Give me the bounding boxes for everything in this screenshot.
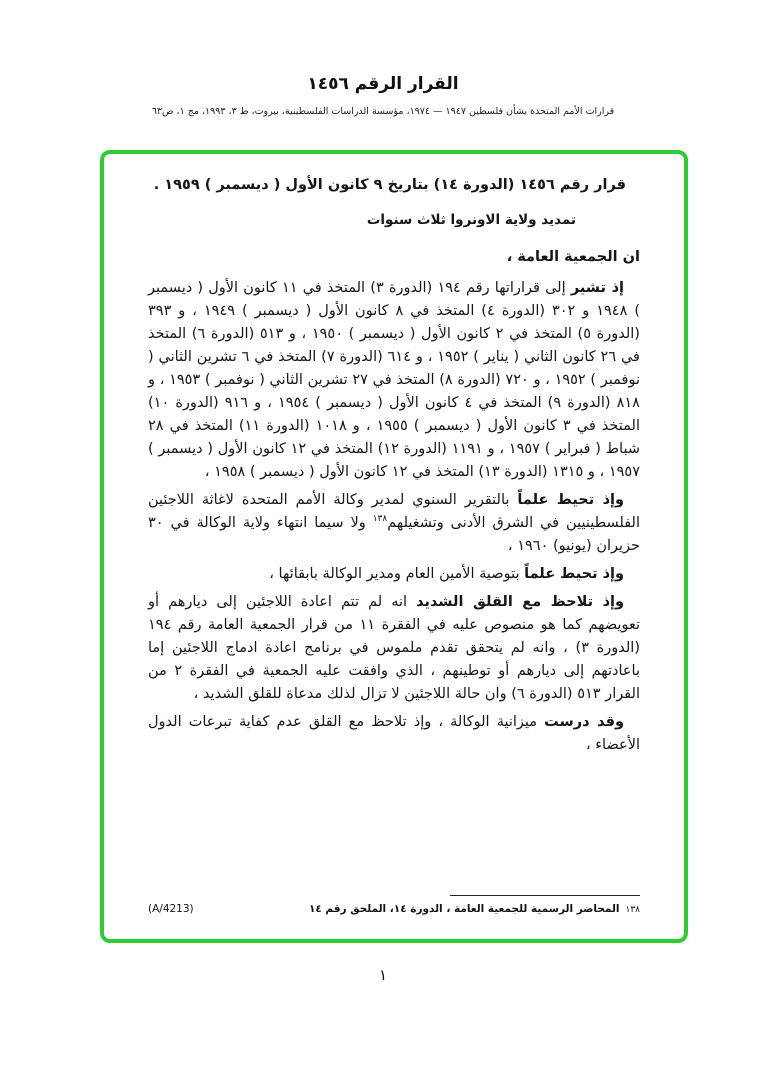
paragraph-text: انه لم تتم اعادة اللاجئين إلى ديارهم أو تعويضهم كما هو منصوص عليه في الفقرة ١١ من قرار الجمعية العامة رقم ١٩٤ (الدورة ٣) ، وانه لم يتحقق تقدم ملموس في برنامج اعادة ادماج اللاجئين إما باعادتهم إلى ديارهم أو توطينهم ، الذي وافقت عليه الجمعية في الفقرة ٢ من القرار ٥١٣ (الدورة ٦) وان حالة اللاجئين لا تزال لذلك مدعاة للقلق الشديد ، [148,594,641,702]
resolution-subtitle: تمديد ولاية الاونروا ثلاث سنوات [366,212,576,228]
paragraph-text: بالتقرير السنوي لمدير وكالة الأمم المتحدة لاغاثة اللاجئين الفلسطينيين في الشرق الأدنى وتشغيلهم [148,492,640,531]
highlight-annotation-box [100,150,688,943]
footnote-reference-mark: ١٣٨ [372,514,388,525]
footnote [148,895,640,915]
paragraph-lead: وإذ تحيط علماً [517,492,624,508]
citation-line: قرارات الأمم المتحدة بشأن فلسطين ١٩٤٧ — ١٩٧٤، مؤسسة الدراسات الفلسطينية، بيروت، ط ٣، ١٩٩٣، مج ١، ص٦٣ [151,106,615,117]
paragraph-lead: وإذ تلاحظ مع القلق الشديد [416,594,624,610]
footnote-marker: ١٣٨ [625,905,640,915]
resolution-heading: قرار رقم ١٤٥٦ (الدورة ١٤) بتاريخ ٩ كانون الأول ( ديسمبر ) ١٩٥٩ . [153,177,626,193]
paragraph-text: إلى قراراتها رقم ١٩٤ (الدورة ٣) المتخذ في ١١ كانون الأول ( ديسمبر ) ١٩٤٨ و ٣٠٢ (الدورة ٤) المتخذ في ٨ كانون الأول ( ديسمبر ) ١٩٤٩ ، و ٣٩٣ (الدورة ٥) المتخذ في ٢ كانون الأول ( ديسمبر ) ١٩٥٠ ، و ٥١٣ (الدورة ٦) المتخذ في ٢٦ كانون الثاني ( يناير ) ١٩٥٢ ، و ٦١٤ (الدورة ٧) المتخذ في ٦ تشرين الثاني ( نوفمبر ) ١٩٥٢ ، و ٧٢٠ (الدورة ٨) المتخذ في ٢٧ تشرين الثاني ( نوفمبر ) ١٩٥٣ ، و ٨١٨ (الدورة ٩) المتخذ في ٤ كانون الأول ( ديسمبر ) ١٩٥٤ ، و ٩١٦ (الدورة ١٠) المتخذ في ٣ كانون الأول ( ديسمبر ) ١٩٥٥ ، و ١٠١٨ (الدورة ١١) المتخذ في ٢٨ شباط ( فبراير ) ١٩٥٧ ، و ١١٩١ (الدورة ١٢) المتخذ في ١٢ كانون الأول ( ديسمبر ) ١٩٥٧ ، و ١٣١٥ (الدورة ١٣) المتخذ في ١٢ كانون الأول ( ديسمبر ) ١٩٥٨ ، [148,280,640,480]
footnote-document-ref: (A/4213) [148,903,194,915]
footnote-rule [450,895,640,896]
page-number: ١ [378,966,388,984]
paragraph-text: بتوصية الأمين العام ومدير الوكالة بابقائها ، [269,566,525,582]
document-title: القرار الرقم ١٤٥٦ [307,74,459,94]
paragraph-lead: وإذ تحيط علماً [524,566,624,582]
paragraph-deep-concern [148,591,640,706]
opening-line: ان الجمعية العامة ، [506,249,640,265]
paragraph-recommendation [148,563,640,586]
footnote-text: المحاضر الرسمية للجمعية العامة ، الدورة ١٤، الملحق رقم ١٤ [308,903,620,915]
paragraph-text: ميزانية الوكالة ، وإذ تلاحظ مع القلق عدم كفاية تبرعات الدول الأعضاء ، [148,714,640,753]
footnote-line [148,903,640,915]
paragraph-lead: وقد درست [544,714,624,730]
paragraph-annual-report [148,489,640,558]
paragraph-text: ولا سيما انتهاء ولاية الوكالة في ٣٠ حزيران (يونيو) ١٩٦٠ ، [148,515,640,554]
paragraph-lead: إذ تشير [570,280,624,296]
paragraph-recalls-resolutions [148,277,640,484]
paragraph-budget-study [148,711,640,757]
document-body [148,174,640,762]
